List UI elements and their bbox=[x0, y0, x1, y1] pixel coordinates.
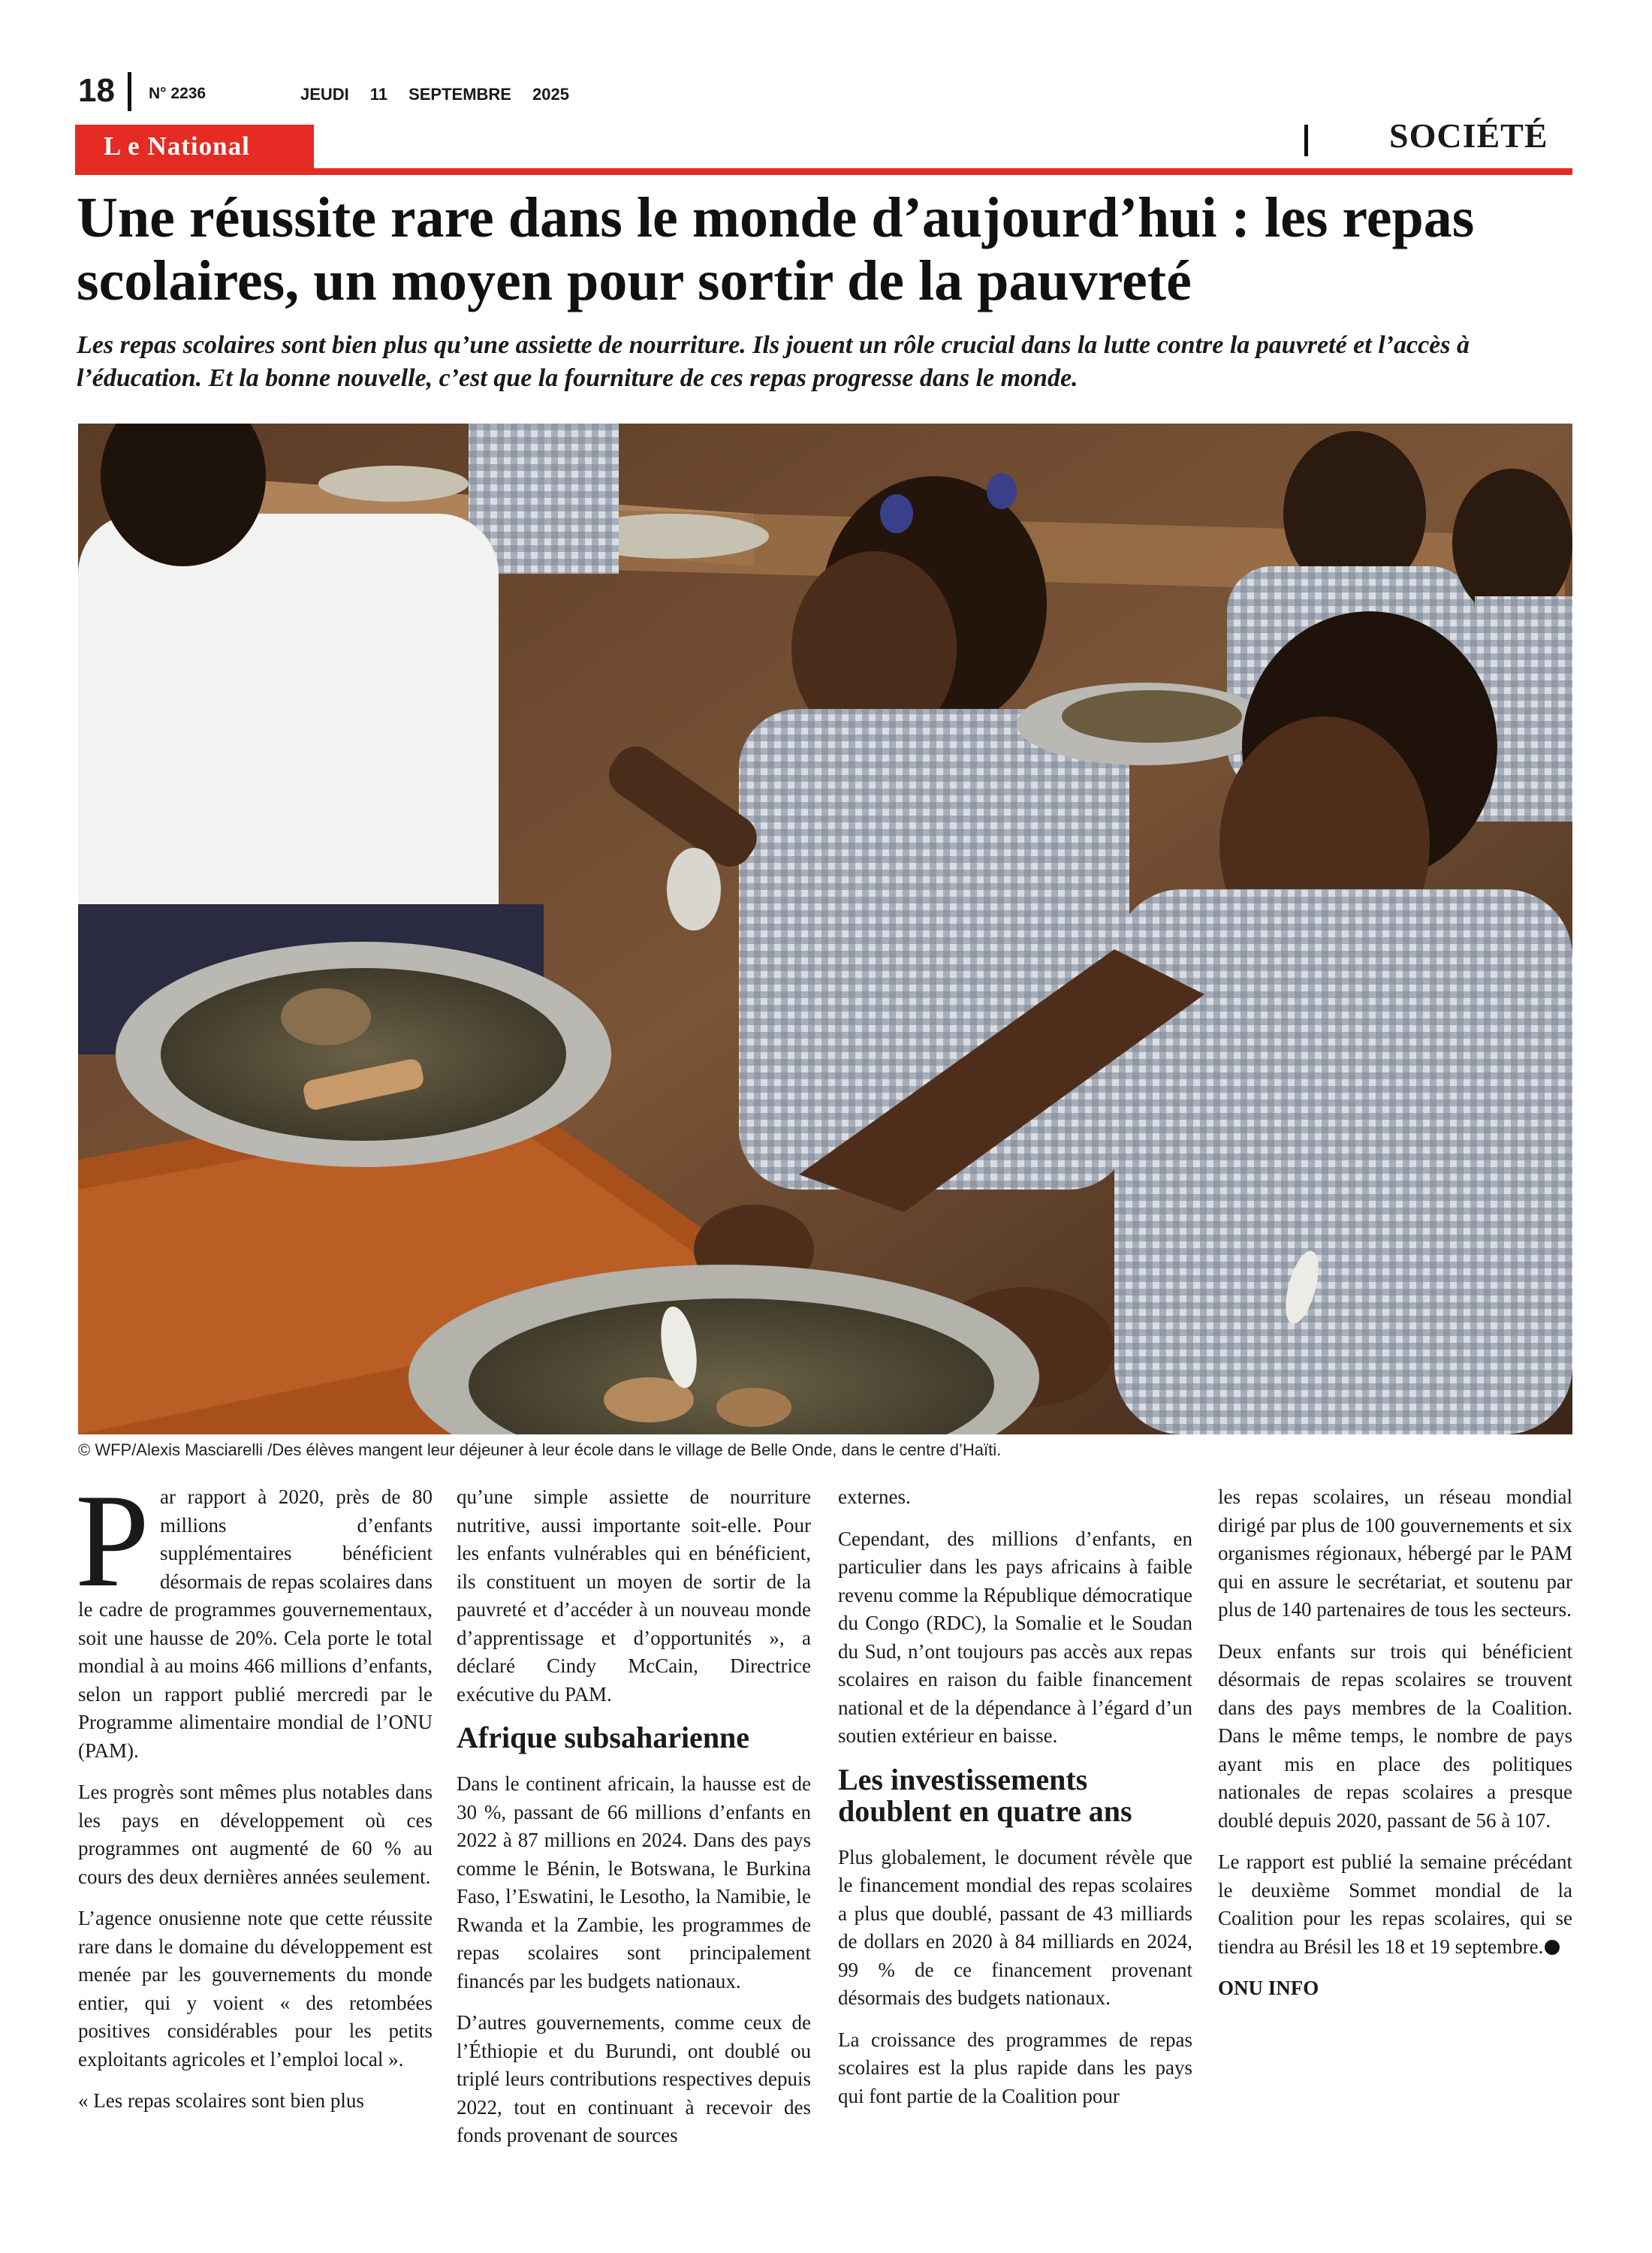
end-of-article-icon bbox=[1545, 1940, 1560, 1955]
date-number: 11 bbox=[369, 85, 388, 104]
paragraph: La croissance des programmes de repas scolaires est la plus rapide dans les pays qui font partie de la Coalition pour bbox=[838, 2028, 1192, 2107]
page-number: 18 bbox=[78, 72, 115, 109]
paragraph: « Les repas scolaires sont bien plus bbox=[78, 2089, 364, 2112]
paragraph: qu’une simple assiette de nourriture nutritive, aussi importante soit-elle. Pour les enfants vulnérables qui en bénéficient, ils constituent un moyen de sortir de la pauvreté et d’accéder à un nouveau monde d’apprentissage et d’opportunités », a déclaré Cindy McCain, Directrice exécutive du PAM. bbox=[457, 1485, 811, 1706]
paragraph: D’autres gouvernements, comme ceux de l’Éthiopie et du Burundi, ont doublé ou triplé leurs contributions respectives depuis 2022, tout en continuant à recevoir des fonds provenant de sources bbox=[457, 2011, 811, 2146]
page-number-divider bbox=[128, 72, 131, 111]
section-label: SOCIÉTÉ bbox=[1389, 116, 1548, 155]
paragraph: Plus globalement, le document révèle que le financement mondial des repas scolaires a plus que doublé, passant de 43 milliards de dollars en 2020 à 84 milliards en 2024, 99 % de ce financement provenant désormais des budgets nationaux. bbox=[838, 1845, 1192, 2009]
paragraph-text: Le rapport est publié la semaine précédant le deuxième Sommet mondial de la Coalition pour les repas scolaires, qui se tiendra au Brésil les 18 et 19 septembre. bbox=[1218, 1850, 1572, 1958]
paragraph: Les progrès sont mêmes plus notables dans les pays en développement où ces programmes ont augmenté de 60 % au cours des deux dernières années seulement. bbox=[78, 1781, 433, 1888]
article-column-1 bbox=[75, 1466, 433, 2129]
paragraph: Cependant, des millions d’enfants, en particulier dans les pays africains à faible revenu comme la République démocratique du Congo (RDC), la Somalie et le Soudan du Sud, n’ont toujours pas accès aux repas scolaires en raison du faible financement national et de la dépendance à l’égard d’un soutien extérieur en baisse. bbox=[838, 1527, 1192, 1747]
byline: ONU INFO bbox=[1218, 1977, 1319, 1999]
paragraph-text: ar rapport à 2020, près de 80 millions d’enfants supplémentaires bénéficient désormais de repas scolaires dans le cadre de programmes gouvernementaux, soit une hausse de 20%. Cela porte le total mondial à au moins 466 millions d’enfants, selon un rapport publié mercredi par le Programme alimentaire mondial de l’ONU (PAM). bbox=[78, 1485, 433, 1762]
paragraph: Dans le continent africain, la hausse est de 30 %, passant de 66 millions d’enfants en 2022 à 87 millions en 2024. Dans des pays comme le Bénin, le Botswana, le Burkina Faso, l’Eswatini, le Lesotho, la Namibie, le Rwanda et la Zambie, les programmes de repas scolaires sont principalement financés par les budgets nationaux. bbox=[457, 1772, 811, 1992]
drop-cap: P bbox=[75, 1466, 149, 1615]
date-month: SEPTEMBRE bbox=[408, 85, 511, 104]
dateline bbox=[300, 85, 590, 104]
subheading: Les investissements doublent en quatre ans bbox=[838, 1762, 1132, 1828]
photo-caption: © WFP/Alexis Masciarelli /Des élèves mangent leur déjeuner à leur école dans le village de Belle Onde, dans le centre d’Haïti. bbox=[78, 1440, 1002, 1459]
standfirst: Les repas scolaires sont bien plus qu’une assiette de nourriture. Ils jouent un rôle crucial dans la lutte contre la pauvreté et l’accès à l’éducation. Et la bonne nouvelle, c’est que la fourniture de ces repas progresse dans le monde. bbox=[77, 331, 1470, 392]
paragraph: Deux enfants sur trois qui bénéficient désormais de repas scolaires se trouvent dans des pays membres de la Coalition. Dans le même temps, le nombre de pays ayant mis en place des politiques nationales de repas scolaires a presque doublé depuis 2020, passant de 56 à 107. bbox=[1218, 1639, 1572, 1832]
header-rule bbox=[75, 168, 1572, 175]
issue-number: N° 2236 bbox=[149, 85, 206, 102]
date-day: JEUDI bbox=[300, 85, 349, 104]
brand-name: L e National bbox=[104, 131, 250, 161]
article-photo bbox=[78, 424, 1572, 1434]
article-column-4 bbox=[1218, 1483, 1572, 2016]
article-column-2 bbox=[457, 1483, 811, 2164]
paragraph: externes. bbox=[838, 1485, 911, 1508]
section-divider bbox=[1304, 125, 1308, 156]
paragraph: les repas scolaires, un réseau mondial dirigé par plus de 100 gouvernements et six organismes régionaux, hébergé par le PAM qui en assure le secrétariat, et soutenu par plus de 140 partenaires de tous les secteurs. bbox=[1218, 1485, 1572, 1621]
article-column-3 bbox=[838, 1483, 1192, 2124]
subheading: Afrique subsaharienne bbox=[457, 1721, 750, 1754]
headline: Une réussite rare dans le monde d’aujourd’hui : les repas scolaires, un moyen pour sortir de la pauvreté bbox=[77, 186, 1475, 312]
paragraph: L’agence onusienne note que cette réussite rare dans le domaine du développement est menée par les gouvernements du monde entier, qui y voient « des retombées positives considérables pour les petits exploitants agricoles et l’emploi local ». bbox=[78, 1907, 433, 2071]
paragraph bbox=[1218, 1848, 1572, 1961]
date-year: 2025 bbox=[532, 85, 569, 104]
paragraph bbox=[75, 1466, 433, 1765]
